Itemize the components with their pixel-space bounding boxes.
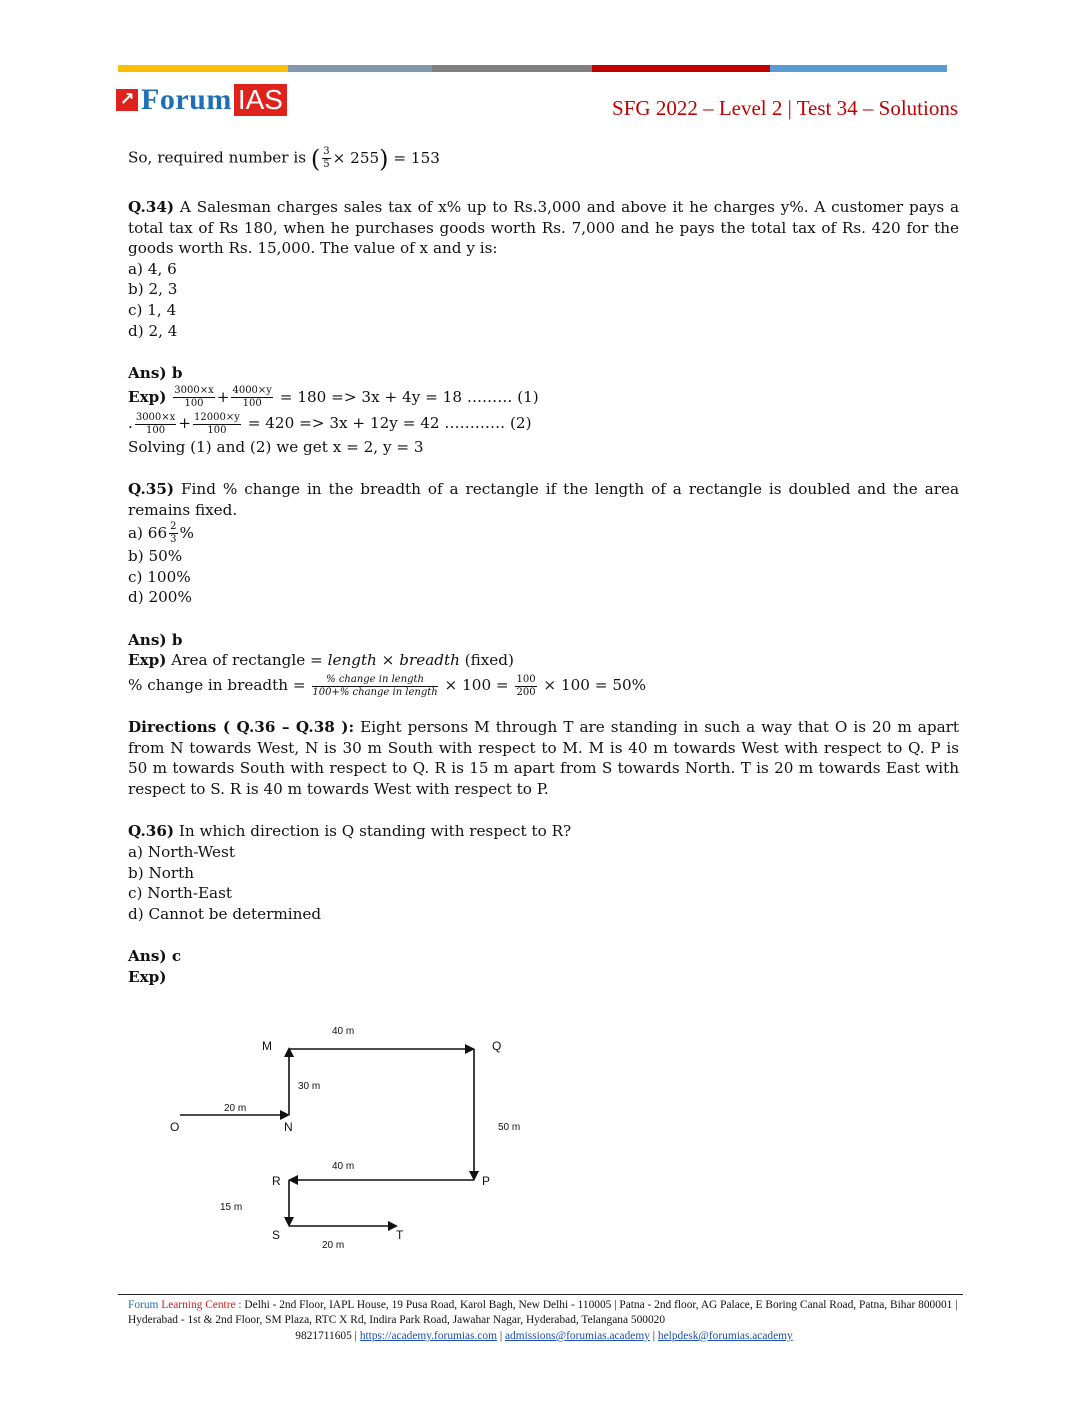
frac-num: 3: [323, 146, 330, 157]
footer: [128, 1298, 960, 1344]
logo-ias-text: IAS: [234, 84, 287, 116]
direction-diagram: [150, 1015, 550, 1255]
label-st: 20 m: [322, 1240, 345, 1251]
option-suffix: %: [179, 523, 194, 542]
point-t: T: [396, 1228, 404, 1242]
explanation-label: [128, 967, 959, 988]
option-c: c) 100%: [128, 567, 191, 586]
question-label: Q.35): [128, 480, 175, 499]
answer-text: Ans) b: [128, 364, 183, 383]
point-o: O: [170, 1120, 180, 1134]
footer-divider: [118, 1294, 963, 1295]
frac-num: 100: [516, 673, 536, 685]
option-a: a) 4, 6: [128, 259, 177, 278]
exp-text: Area of rectangle =: [166, 651, 328, 670]
explanation-line1: [128, 650, 959, 671]
question-label: Q.34): [128, 198, 175, 216]
tail-text: So, required number is: [128, 148, 311, 167]
label-rs: 15 m: [220, 1202, 243, 1213]
directions-label: Directions ( Q.36 – Q.38 ):: [128, 718, 355, 736]
option-b: b) 50%: [128, 547, 183, 566]
question-35: [128, 479, 959, 520]
frac-num: 3000×x: [174, 385, 214, 397]
option-b: b) North: [128, 863, 195, 882]
explanation-eq2: . $\frac{3000\times x}{100}$ + $\frac{12000\times y}{100}$ = 420 => 3x + 12y = 42 ………… (2): [128, 411, 532, 436]
frac-den: 100+% change in length: [312, 686, 438, 698]
answer-text: Ans) c: [128, 947, 182, 966]
tail-result: = 153: [388, 148, 440, 167]
footer-addresses: Delhi - 2nd Floor, IAPL House, 19 Pusa Road, Karol Bagh, New Delhi - 110005 | Patna - 2nd floor, AG Palace, E Boring Canal Road, Patna, Bihar 800001 | Hyderabad - 1st & 2nd Floor, SM Plaza, RTC X Rd, Indira Park Road, Jawahar Nagar, Hyderabad, Telangana 500020: [128, 1299, 958, 1327]
separator: |: [497, 1329, 505, 1342]
frac-den: 200: [516, 686, 536, 698]
footer-contacts: [128, 1329, 960, 1344]
explanation-eq1: Exp) $\frac{3000\times x}{100}$ + $\frac{4000\times y}{100}$ = 180 => 3x + 4y = 18 ……… (1): [128, 385, 539, 410]
eq2-rest: = 420 => 3x + 12y = 42 ………… (2): [242, 414, 532, 433]
option-d: d) 200%: [128, 588, 192, 607]
exp-label: Exp): [128, 967, 167, 986]
document-body: [128, 146, 959, 988]
document-title: SFG 2022 – Level 2 | Test 34 – Solutions: [612, 96, 958, 120]
frac-den: 100: [207, 424, 227, 436]
bar-segment-bluegray: [288, 65, 432, 72]
separator: |: [351, 1329, 360, 1342]
option-a: a) North-West: [128, 842, 235, 861]
logo-forum-text: Forum: [141, 83, 232, 116]
exp-tail: (fixed): [459, 651, 514, 670]
answer: [128, 363, 959, 384]
question-36: [128, 821, 959, 842]
frac-den: 100: [146, 424, 166, 436]
option-a: [128, 521, 959, 547]
bar-segment-blue: [770, 65, 947, 72]
frac-den: 100: [184, 398, 204, 410]
point-q: Q: [492, 1039, 502, 1053]
admissions-email-link[interactable]: admissions@forumias.academy: [504, 1329, 650, 1342]
frac-den: 100: [242, 398, 262, 410]
exp-label: Exp): [128, 651, 167, 670]
exp-mid: × 100 =: [439, 676, 514, 694]
tail-expr: × 255: [332, 148, 380, 167]
answer: [128, 946, 959, 967]
option-prefix: a) 66: [128, 523, 168, 542]
exp-text: % change in breadth =: [128, 676, 311, 694]
exp-label: Exp): [128, 387, 167, 406]
frac-num: % change in length: [312, 674, 437, 687]
label-pr: 40 m: [332, 1161, 355, 1172]
frac-num: 4000×y: [232, 385, 272, 397]
option-d: d) Cannot be determined: [128, 904, 322, 923]
directions-block: [128, 717, 959, 799]
point-n: N: [284, 1120, 293, 1134]
footer-address: [128, 1298, 960, 1329]
question-text: Find % change in the breadth of a rectangle if the length of a rectangle is doubled and the area remains fixed.: [128, 480, 959, 519]
label-mq: 40 m: [332, 1026, 355, 1037]
directions-text: Eight persons M through T are standing in such a way that O is 20 m apart from N towards West, N is 30 m South with respect to M. M is 40 m towards West with respect to Q. P is 50 m towards South with respect to Q. R is 15 m apart from S towards North. T is 20 m towards East with respect to S. R is 40 m towards West with respect to P.: [128, 718, 959, 798]
point-s: S: [272, 1228, 281, 1242]
option-b: b) 2, 3: [128, 280, 178, 299]
label-qp: 50 m: [498, 1122, 521, 1133]
answer: [128, 630, 959, 651]
tail-math: ( $\frac{3}{5}$ × 255) = 153: [310, 144, 440, 173]
bar-segment-yellow: [118, 65, 288, 72]
question-text: A Salesman charges sales tax of x% up to Rs.3,000 and above it he charges y%. A customer pays a total tax of Rs 180, when he purchases goods worth Rs. 7,000 and he pays the total tax of Rs. 420 for the goods worth Rs. 15,000. The value of x and y is:: [128, 198, 959, 258]
previous-solution-tail: [128, 146, 959, 171]
frac-num: 2: [170, 521, 177, 533]
eq2-lead: .: [128, 414, 133, 433]
frac-num: 3000×x: [135, 411, 176, 423]
bar-segment-gray: [432, 65, 592, 72]
point-r: R: [272, 1174, 281, 1188]
option-d: d) 2, 4: [128, 321, 178, 340]
frac-den: 3: [170, 534, 177, 546]
exp-tail: × 100 = 50%: [538, 676, 647, 694]
solving-line: Solving (1) and (2) we get x = 2, y = 3: [128, 437, 424, 456]
question-text: In which direction is Q standing with respect to R?: [174, 822, 572, 841]
exp-math: length × breadth: [327, 651, 460, 670]
question-34: [128, 197, 959, 259]
label-on: 20 m: [224, 1103, 247, 1114]
helpdesk-email-link[interactable]: helpdesk@forumias.academy: [657, 1329, 793, 1342]
answer-text: Ans) b: [128, 630, 183, 649]
option-c: c) 1, 4: [128, 300, 177, 319]
arrow-up-right-icon: ↗: [116, 89, 138, 111]
question-label: Q.36): [128, 822, 175, 841]
header-color-bar: [118, 65, 947, 72]
explanation-line2: [128, 671, 959, 699]
footer-centre: Learning Centre :: [158, 1299, 242, 1311]
footer-forum: Forum: [128, 1299, 159, 1311]
academy-link[interactable]: https://academy.forumias.com: [359, 1329, 497, 1342]
point-m: M: [262, 1039, 272, 1053]
eq1-rest: = 180 => 3x + 4y = 18 ……… (1): [274, 387, 539, 406]
frac-den: 5: [323, 159, 330, 170]
separator: |: [649, 1329, 658, 1342]
option-c: c) North-East: [128, 884, 233, 903]
forumias-logo: [116, 84, 287, 116]
point-p: P: [482, 1174, 491, 1188]
bar-segment-red: [592, 65, 770, 72]
label-nm: 30 m: [298, 1081, 321, 1092]
footer-phone: 9821711605: [295, 1329, 352, 1342]
frac-num: 12000×y: [194, 411, 240, 423]
